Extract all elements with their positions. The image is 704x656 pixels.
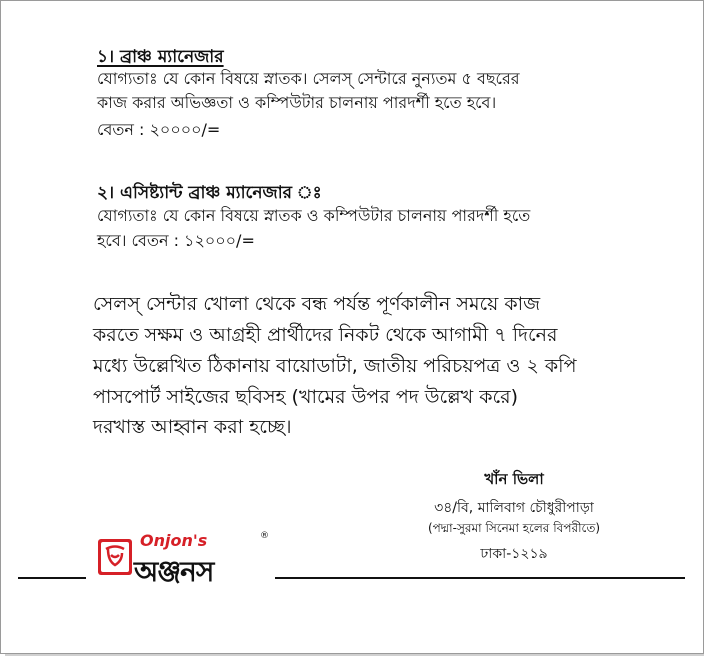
logo-wordmark: অঞ্জনস <box>134 555 214 588</box>
notice-line: দরখাস্ত আহ্বান করা হচ্ছে। <box>93 416 292 438</box>
notice-line: মধ্যে উল্লেখিত ঠিকানায় বায়োডাটা, জাতীয় পরিচয়পত্র ও ২ কপি <box>93 355 577 377</box>
notice-line: সেলস্ সেন্টার খোলা থেকে বন্ধ পর্যন্ত পূর্ণকালীন সময়ে কাজ <box>93 293 541 315</box>
job1-salary: বেতন : ২০০০০/= <box>97 120 221 139</box>
job1-qualification-line1: যোগ্যতাঃ যে কোন বিষয়ে স্নাতক। সেলস্ সেন্টারে নুন্যতম ৫ বছরের <box>97 69 520 88</box>
job2-qualification-line2: হবে। বেতন : ১২০০০/= <box>97 231 255 250</box>
registered-mark: ® <box>260 531 269 541</box>
job1-qualification-line2: কাজ করার অভিজ্ঞতা ও কম্পিউটার চালনায় পারদর্শী হতে হবে। <box>97 93 497 112</box>
job1-title: ১। ব্রাঞ্চ ম্যানেজার <box>97 47 224 67</box>
job2-title: ২। এসিষ্ট্যান্ট ব্রাঞ্চ ম্যানেজার ঃ <box>97 183 322 203</box>
address-line2: (পদ্মা-সুরমা সিনেমা হলের বিপরীতে) <box>427 521 601 535</box>
job2-qualification-line1: যোগ্যতাঃ যে কোন বিষয়ে স্নাতক ও কম্পিউটার চালনায় পারদর্শী হতে <box>97 206 531 225</box>
address-line1: ৩৪/বি, মালিবাগ চৌধুরীপাড়া <box>434 500 594 516</box>
footer-rule-left <box>18 577 86 579</box>
footer-rule-right <box>275 577 685 579</box>
address-name: খাঁন ভিলা <box>484 470 544 488</box>
address-line3: ঢাকা-১২১৯ <box>480 546 548 562</box>
logo-mark-icon <box>98 539 132 575</box>
logo-script-text: Onjon's <box>140 531 208 550</box>
notice-line: পাসপোর্ট সাইজের ছবিসহ (খামের উপর পদ উল্লেখ করে) <box>93 386 518 408</box>
notice-line: করতে সক্ষম ও আগ্রহী প্রার্থীদের নিকট থেকে আগামী ৭ দিনের <box>93 324 558 346</box>
